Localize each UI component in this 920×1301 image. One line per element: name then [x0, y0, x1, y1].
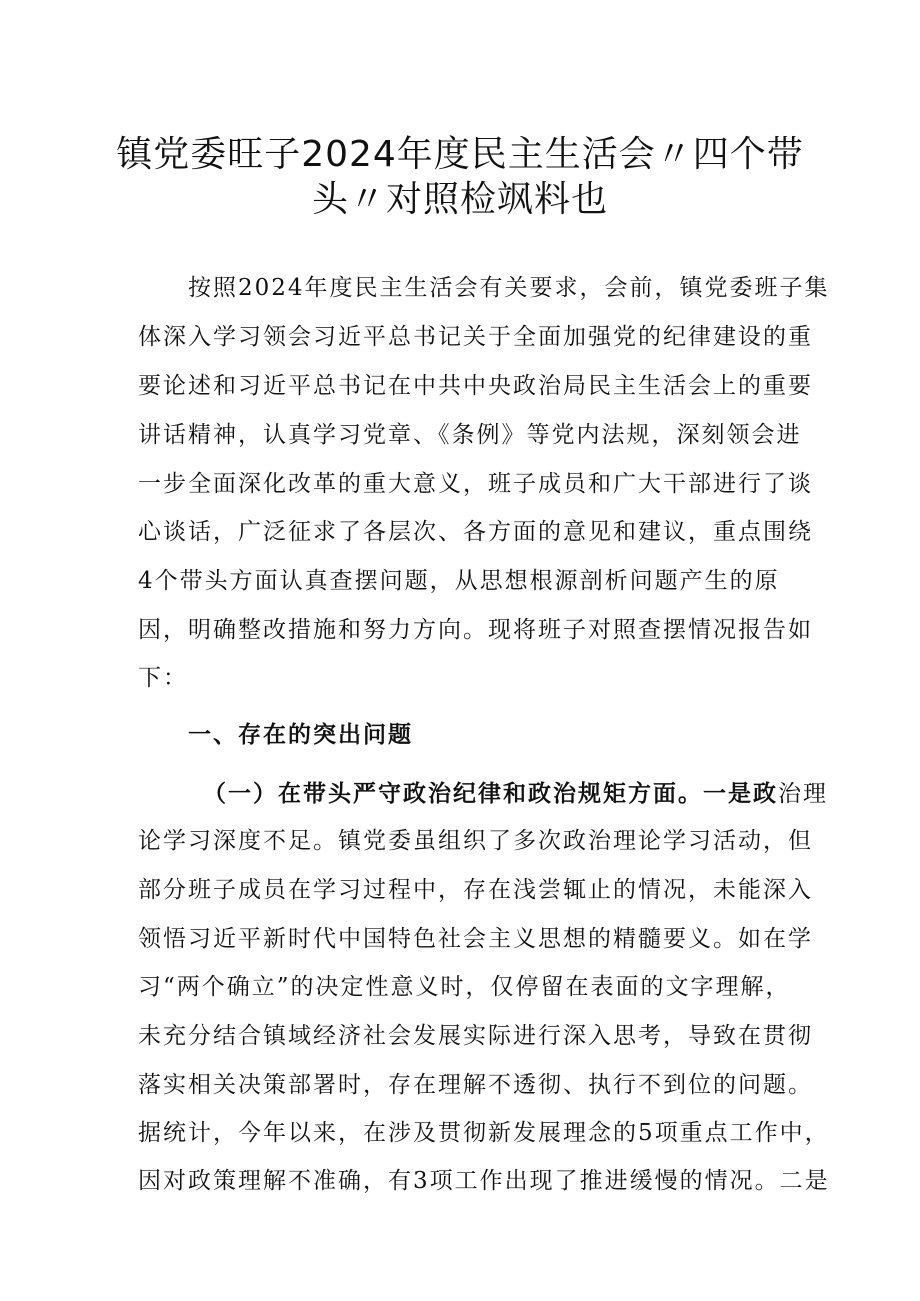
document-title-line-2: 头〃对照检飒料也 — [311, 179, 608, 220]
body-line: 因对政策理解不准确，有3项工作出现了推进缓慢的情况。二是 — [138, 1168, 830, 1194]
section-heading: 一、存在的突出问题 — [188, 721, 413, 748]
intro-line: 一步全面深化改革的重大意义，班子成员和广大干部进行了谈 — [138, 471, 813, 497]
subsection-first-line-rest: 治理 — [778, 781, 828, 807]
body-line: 领悟习近平新时代中国特色社会主义思想的精髓要义。如在学 — [138, 926, 813, 952]
body-line: 习“两个确立”的决定性意义时，仅停留在表面的文字理解， — [138, 974, 791, 1000]
body-line: 论学习深度不足。镇党委虽组织了多次政治理论学习活动，但 — [138, 828, 813, 854]
intro-line: 讲话精神，认真学习党章、《条例》等党内法规，深刻领会进 — [138, 422, 802, 448]
intro-line: 体深入学习领会习近平总书记关于全面加强党的纪律建设的重 — [138, 324, 813, 350]
body-line: 未充分结合镇域经济社会发展实际进行深入思考，导致在贯彻 — [138, 1023, 813, 1049]
intro-line: 因，明确整改措施和努力方向。现将班子对照查摆情况报告如 — [138, 617, 813, 643]
body-line: 部分班子成员在学习过程中，存在浅尝辄止的情况，未能深入 — [138, 877, 813, 903]
intro-line: 要论述和习近平总书记在中共中央政治局民主生活会上的重要 — [138, 373, 813, 399]
intro-line: 4个带头方面认真查摆问题，从思想根源剖析问题产生的原 — [138, 568, 780, 594]
intro-line: 心谈话，广泛征求了各层次、各方面的意见和建议，重点围绕 — [138, 519, 813, 545]
subsection-first-line — [203, 780, 828, 807]
body-line: 落实相关决策部署时，存在理解不透彻、执行不到位的问题。 — [138, 1072, 813, 1098]
document-title-line-1: 镇党委旺子2024年度民主生活会〃四个带 — [116, 134, 804, 175]
intro-line: 按照2024年度民主生活会有关要求，会前，镇党委班子集 — [188, 275, 830, 301]
subsection-bold-lead: （一）在带头严守政治纪律和政治规矩方面。一是政 — [203, 780, 778, 807]
body-line: 据统计，今年以来，在涉及贯彻新发展理念的5项重点工作中， — [138, 1120, 830, 1146]
intro-line: 下： — [138, 665, 188, 691]
